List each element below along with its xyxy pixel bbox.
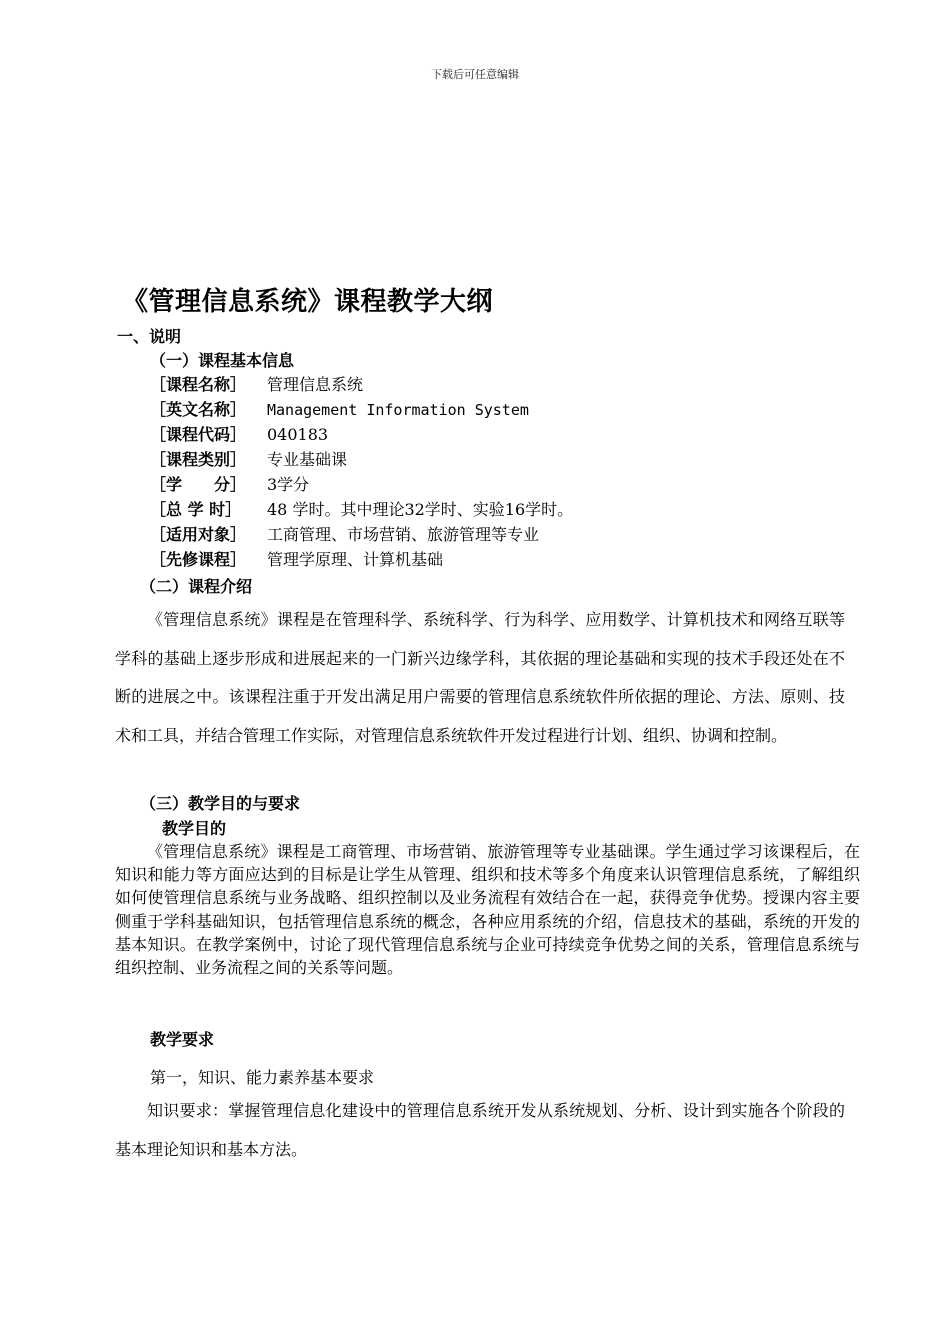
subheading-basic-info: （一）课程基本信息 (150, 351, 295, 370)
info-key: ［课程名称］ (150, 375, 247, 394)
info-key: ［课程类别］ (150, 450, 247, 469)
subheading-course-intro: （二）课程介绍 (140, 577, 253, 596)
info-value: 48 学时。其中理论32学时、实验16学时。 (267, 500, 574, 519)
requirements-heading: 教学要求 (150, 1030, 215, 1049)
knowledge-paragraph: 知识要求：掌握管理信息化建设中的管理信息系统开发从系统规划、分析、设计到实施各个阶段的基本理论知识和基本方法。 (115, 1101, 845, 1159)
page-title: 《管理信息系统》课程教学大纲 (122, 287, 494, 317)
info-key: ［适用对象］ (150, 525, 247, 544)
info-row-english-name (150, 398, 529, 422)
info-row-course-name (150, 373, 363, 397)
subheading-purpose-requirements: （三）教学目的与要求 (140, 794, 301, 813)
info-row-credits (150, 473, 309, 497)
info-key: ［课程代码］ (150, 425, 247, 444)
info-value: 3学分 (267, 475, 310, 494)
info-value: Management Information System (267, 401, 529, 419)
section-heading-explanation: 一、说明 (117, 327, 182, 346)
info-value: 040183 (267, 425, 329, 444)
info-row-total-hours (150, 498, 573, 522)
purpose-heading: 教学目的 (162, 819, 227, 838)
header-note: 下载后可任意编辑 (431, 68, 519, 81)
info-row-course-type (150, 448, 347, 472)
info-key: ［英文名称］ (150, 400, 247, 419)
info-row-audience (150, 523, 539, 547)
info-key: ［先修课程］ (150, 550, 247, 569)
info-value: 专业基础课 (267, 450, 348, 469)
info-row-course-code (150, 423, 328, 447)
info-value: 管理学原理、计算机基础 (267, 550, 444, 569)
info-key: ［总 学 时］ (150, 500, 242, 519)
intro-paragraph: 《管理信息系统》课程是在管理科学、系统科学、行为科学、应用数学、计算机技术和网络互联等学科的基础上逐步形成和进展起来的一门新兴边缘学科，其依据的理论基础和实现的技术手段还处在不断的进展之中。该课程注重于开发出满足用户需要的管理信息系统软件所依据的理论、方法、原则、技术和工具，并结合管理工作实际，对管理信息系统软件开发过程进行计划、组织、协调和控制。 (115, 610, 845, 745)
info-value: 管理信息系统 (267, 375, 364, 394)
info-row-prerequisites (150, 548, 443, 572)
info-key: ［学 分］ (150, 475, 247, 494)
requirement-first: 第一，知识、能力素养基本要求 (150, 1068, 375, 1087)
info-value: 工商管理、市场营销、旅游管理等专业 (267, 525, 540, 544)
purpose-paragraph: 《管理信息系统》课程是工商管理、市场营销、旅游管理等专业基础课。学生通过学习该课程后，在知识和能力等方面应达到的目标是让学生从管理、组织和技术等多个角度来认识管理信息系统，了解组织如何使管理信息系统与业务战略、组织控制以及业务流程有效结合在一起，获得竞争优势。授课内容主要侧重于学科基础知识，包括管理信息系统的概念，各种应用系统的介绍，信息技术的基础，系统的开发的基本知识。在教学案例中，讨论了现代管理信息系统与企业可持续竞争优势之间的关系，管理信息系统与组织控制、业务流程之间的关系等问题。 (115, 842, 860, 978)
